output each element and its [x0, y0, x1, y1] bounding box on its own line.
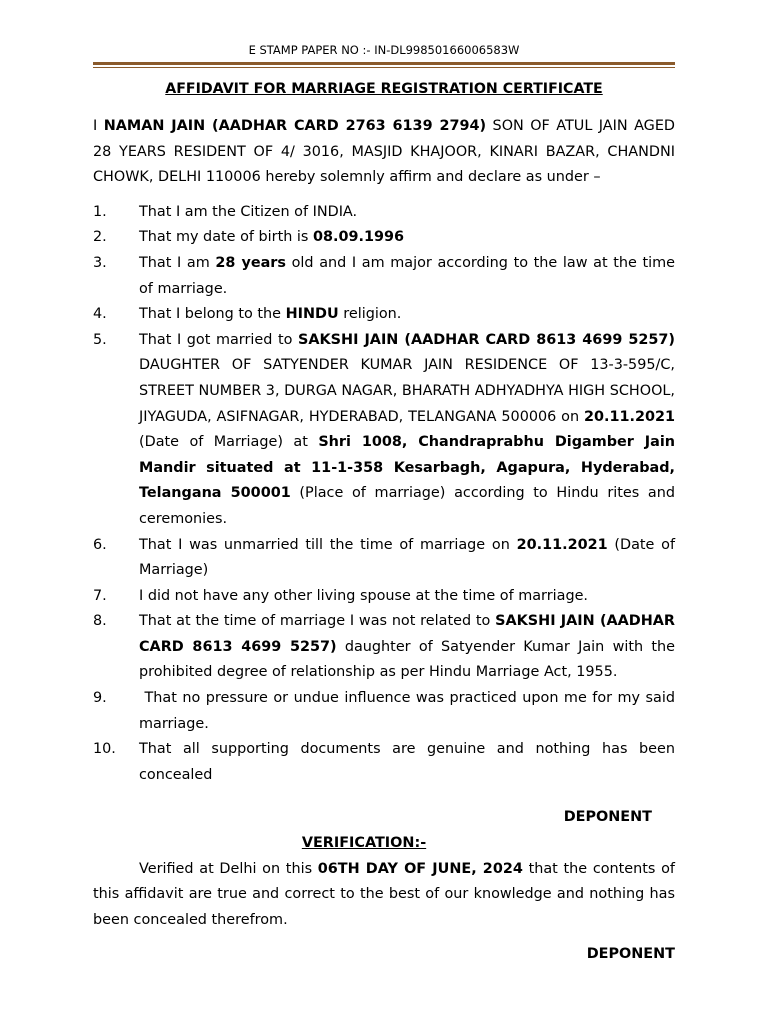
item-number: 5. — [93, 331, 107, 348]
item-text: That I was unmarried till the time of marriage on — [139, 536, 517, 553]
item-text: That I am — [139, 254, 216, 271]
item-text: That all supporting documents are genuine and nothing has been concealed — [139, 741, 675, 783]
deponent-label-2: DEPONENT — [586, 946, 675, 963]
deponent-label-1: DEPONENT — [563, 809, 652, 826]
item-text: That I got married to — [139, 331, 299, 348]
item-text: That my date of birth is — [139, 229, 313, 246]
list-item — [93, 225, 675, 251]
header-rule-thick — [93, 62, 675, 65]
verification-date: 06TH DAY OF JUNE, 2024 — [317, 860, 523, 877]
item-text: That I belong to the — [139, 306, 286, 323]
header-rule-thin — [93, 67, 675, 68]
intro-prefix: I — [93, 118, 104, 134]
item-bold: Shri 1008, Chandraprabhu Digamber Jain Mandir situated at 11-1-358 Kesarbagh, Agapura, Hyderabad, Telangana 500001 — [139, 434, 675, 502]
item-number: 7. — [93, 587, 107, 604]
item-text: religion. — [338, 306, 402, 323]
item-text: That at the time of marriage I was not related to — [139, 613, 496, 630]
verification-title: VERIFICATION:- — [301, 835, 427, 852]
item-text: That I am the Citizen of INDIA. — [139, 203, 358, 220]
stamp-paper-number: E STAMP PAPER NO :- IN-DL99850166006583W — [248, 43, 520, 57]
item-text: That no pressure or undue influence was practiced upon me for my said marriage. — [139, 690, 680, 732]
verification-text: Verified at Delhi on this — [139, 860, 318, 877]
list-item — [93, 533, 675, 584]
item-text: daughter of Satyender Kumar Jain with the prohibited degree of relationship as per Hindu Marriage Act, 1955. — [139, 638, 675, 681]
item-bold: HINDU — [285, 306, 339, 323]
intro-paragraph — [93, 114, 675, 191]
item-text: old and I am major according to the law at the time of marriage. — [139, 254, 675, 297]
list-item — [93, 737, 675, 788]
declaration-list — [93, 200, 680, 789]
list-item — [93, 686, 680, 737]
item-bold: 20.11.2021 — [583, 408, 675, 425]
item-text: I did not have any other living spouse at the time of marriage. — [139, 587, 589, 604]
item-number: 9. — [93, 690, 107, 707]
item-bold: SAKSHI JAIN (AADHAR CARD 8613 4699 5257) — [139, 613, 675, 655]
list-item — [93, 251, 675, 302]
item-bold: 20.11.2021 — [516, 536, 608, 553]
item-bold: 28 years — [215, 254, 286, 271]
verification-paragraph — [93, 857, 675, 934]
document-title: AFFIDAVIT FOR MARRIAGE REGISTRATION CERTIFICATE — [165, 81, 603, 97]
item-text: (Date of Marriage) — [139, 536, 676, 579]
item-text: (Date of Marriage) at — [139, 434, 319, 451]
verification-text: that the contents of this affidavit are true and correct to the best of our knowledge and nothing has been concealed therefrom. — [93, 860, 675, 928]
document-body — [93, 114, 680, 968]
list-item — [93, 584, 675, 610]
item-number: 4. — [93, 306, 107, 323]
deponent-name: NAMAN JAIN (AADHAR CARD 2763 6139 2794) — [103, 118, 487, 134]
list-item — [93, 302, 675, 328]
item-number: 10. — [93, 741, 116, 758]
item-text: (Place of marriage) according to Hindu rites and ceremonies. — [139, 485, 675, 527]
item-number: 6. — [93, 536, 107, 553]
intro-rest: SON OF ATUL JAIN AGED 28 YEARS RESIDENT OF 4/ 3016, MASJID KHAJOOR, KINARI BAZAR, CHANDNI CHOWK, DELHI 110006 hereby solemnly affirm and declare as under – — [93, 118, 676, 186]
list-item — [93, 328, 675, 533]
item-number: 1. — [93, 203, 107, 220]
item-number: 3. — [93, 254, 107, 271]
item-bold: SAKSHI JAIN (AADHAR CARD 8613 4699 5257) — [298, 331, 675, 348]
item-number: 2. — [93, 229, 107, 246]
item-bold: 08.09.1996 — [312, 229, 405, 246]
list-item — [93, 200, 675, 226]
item-text: DAUGHTER OF SATYENDER KUMAR JAIN RESIDENCE OF 13-3-595/C, STREET NUMBER 3, DURGA NAGAR, BHARATH ADHYADHYA HIGH SCHOOL, JIYAGUDA, ASIFNAGAR, HYDERABAD, TELANGANA 500006 on — [139, 357, 675, 425]
item-number: 8. — [93, 613, 107, 630]
list-item — [93, 609, 675, 686]
